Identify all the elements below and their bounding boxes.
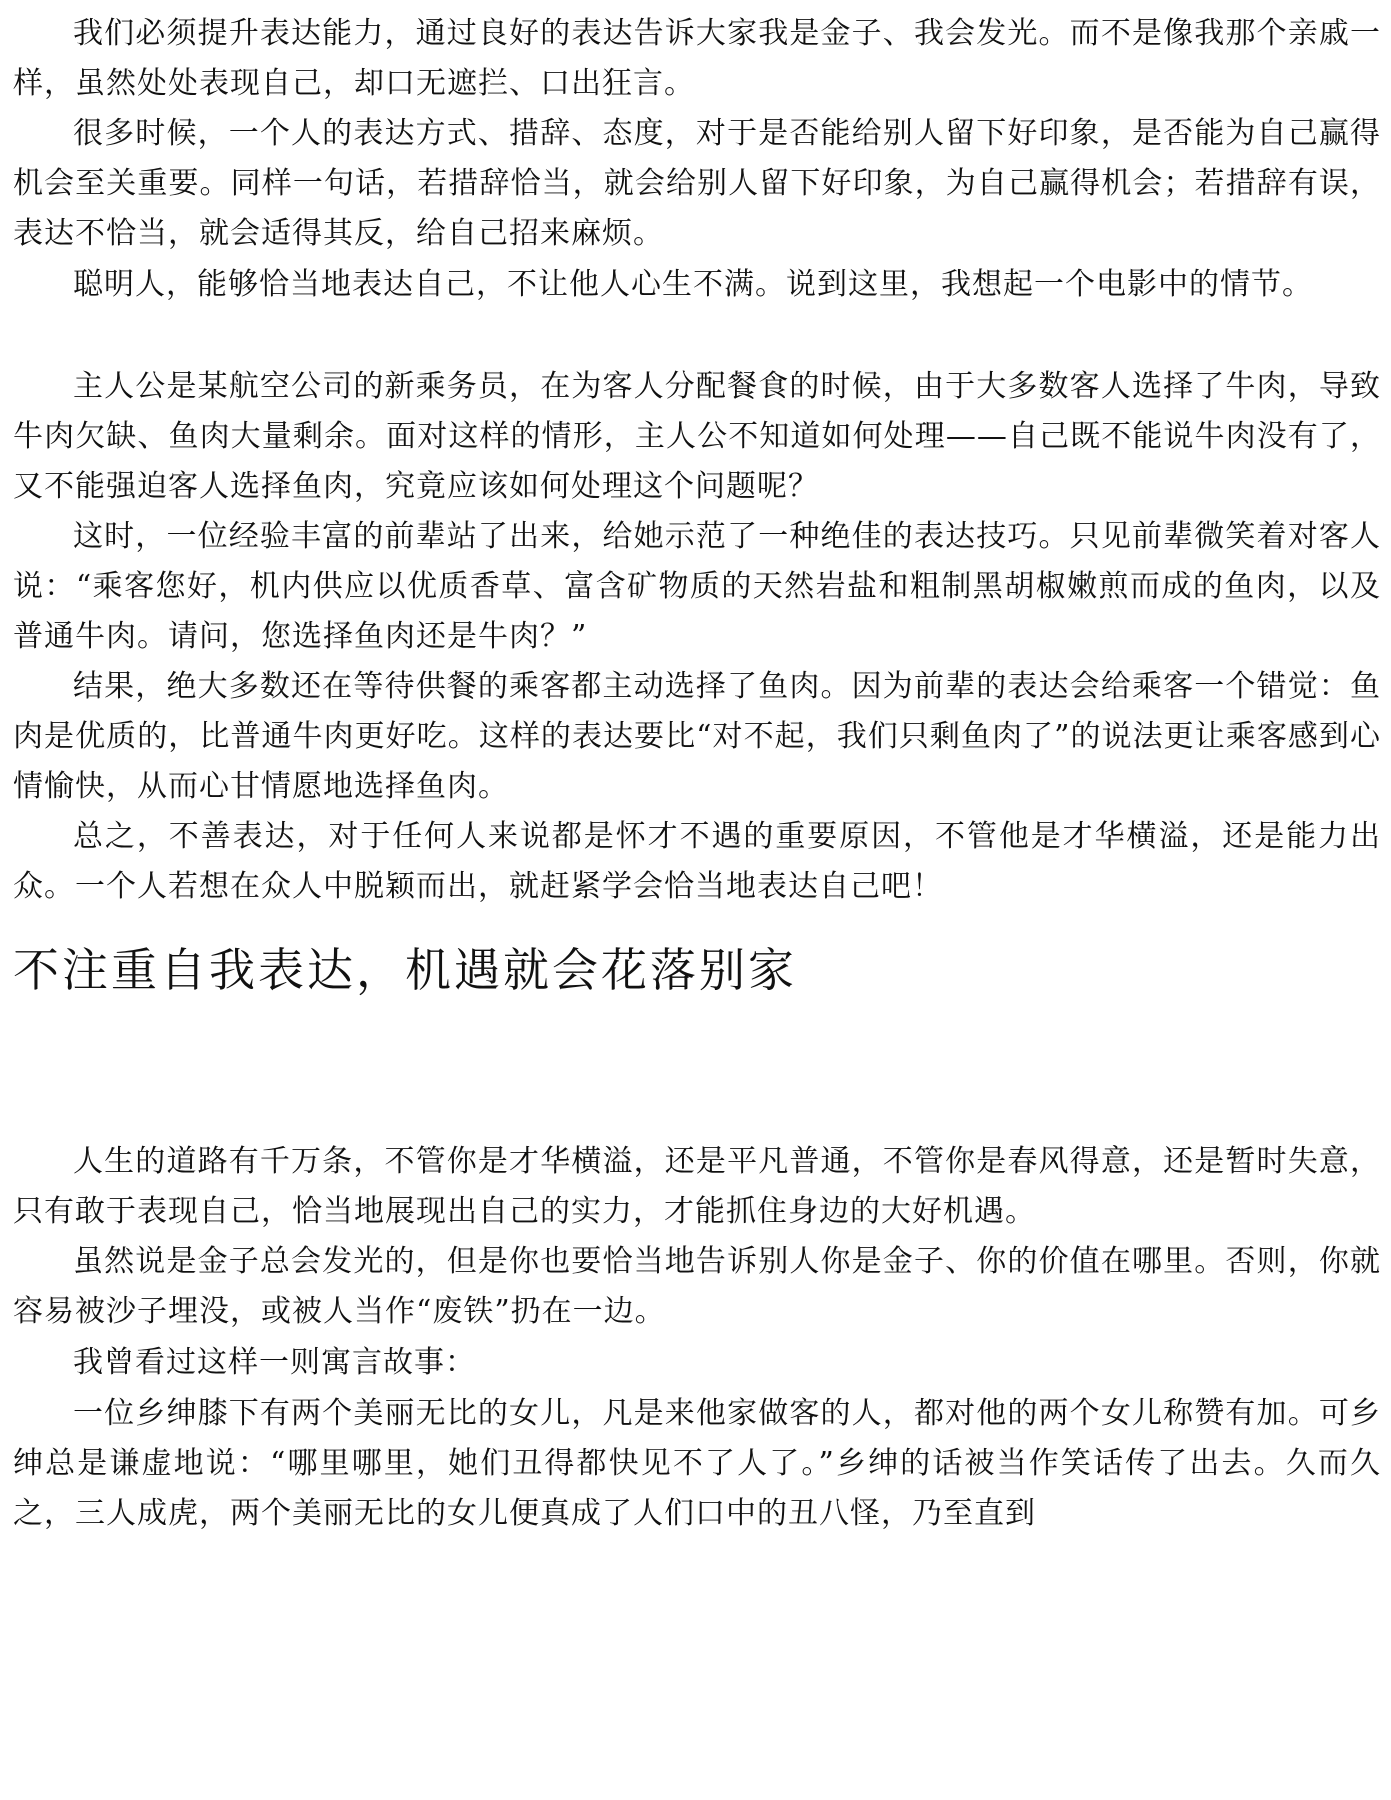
- paragraph: 人生的道路有千万条，不管你是才华横溢，还是平凡普通，不管你是春风得意，还是暂时失意，只有敢于表现自己，恰当地展现出自己的实力，才能抓住身边的大好机遇。: [13, 1144, 1381, 1229]
- paragraph: 我曾看过这样一则寓言故事：: [73, 1345, 476, 1380]
- paragraph: 很多时候，一个人的表达方式、措辞、态度，对于是否能给别人留下好印象，是否能为自己赢得机会至关重要。同样一句话，若措辞恰当，就会给别人留下好印象，为自己赢得机会；若措辞有误，表达不恰当，就会适得其反，给自己招来麻烦。: [13, 116, 1381, 251]
- section-title: 不注重自我表达，机遇就会花落别家: [13, 943, 797, 997]
- paragraph: 一位乡绅膝下有两个美丽无比的女儿，凡是来他家做客的人，都对他的两个女儿称赞有加。可乡绅总是谦虚地说：“哪里哪里，她们丑得都快见不了人了。”乡绅的话被当作笑话传了出去。久而久之，三人成虎，两个美丽无比的女儿便真成了人们口中的丑八怪，乃至直到: [13, 1396, 1381, 1531]
- paragraph: 虽然说是金子总会发光的，但是你也要恰当地告诉别人你是金子、你的价值在哪里。否则，你就容易被沙子埋没，或被人当作“废铁”扔在一边。: [13, 1244, 1381, 1329]
- paragraph: 我们必须提升表达能力，通过良好的表达告诉大家我是金子、我会发光。而不是像我那个亲戚一样，虽然处处表现自己，却口无遮拦、口出狂言。: [13, 16, 1381, 101]
- paragraph: 总之，不善表达，对于任何人来说都是怀才不遇的重要原因，不管他是才华横溢，还是能力出众。一个人若想在众人中脱颖而出，就赶紧学会恰当地表达自己吧！: [13, 819, 1381, 904]
- paragraph: 主人公是某航空公司的新乘务员，在为客人分配餐食的时候，由于大多数客人选择了牛肉，导致牛肉欠缺、鱼肉大量剩余。面对这样的情形，主人公不知道如何处理——自己既不能说牛肉没有了，又不能强迫客人选择鱼肉，究竟应该如何处理这个问题呢？: [13, 369, 1381, 504]
- paragraph: 聪明人，能够恰当地表达自己，不让他人心生不满。说到这里，我想起一个电影中的情节。: [73, 267, 1313, 302]
- paragraph: 结果，绝大多数还在等待供餐的乘客都主动选择了鱼肉。因为前辈的表达会给乘客一个错觉：鱼肉是优质的，比普通牛肉更好吃。这样的表达要比“对不起，我们只剩鱼肉了”的说法更让乘客感到心情愉快，从而心甘情愿地选择鱼肉。: [13, 669, 1381, 804]
- paragraph: 这时，一位经验丰富的前辈站了出来，给她示范了一种绝佳的表达技巧。只见前辈微笑着对客人说：“乘客您好，机内供应以优质香草、富含矿物质的天然岩盐和粗制黑胡椒嫩煎而成的鱼肉，以及普通牛肉。请问，您选择鱼肉还是牛肉？”: [13, 519, 1381, 654]
